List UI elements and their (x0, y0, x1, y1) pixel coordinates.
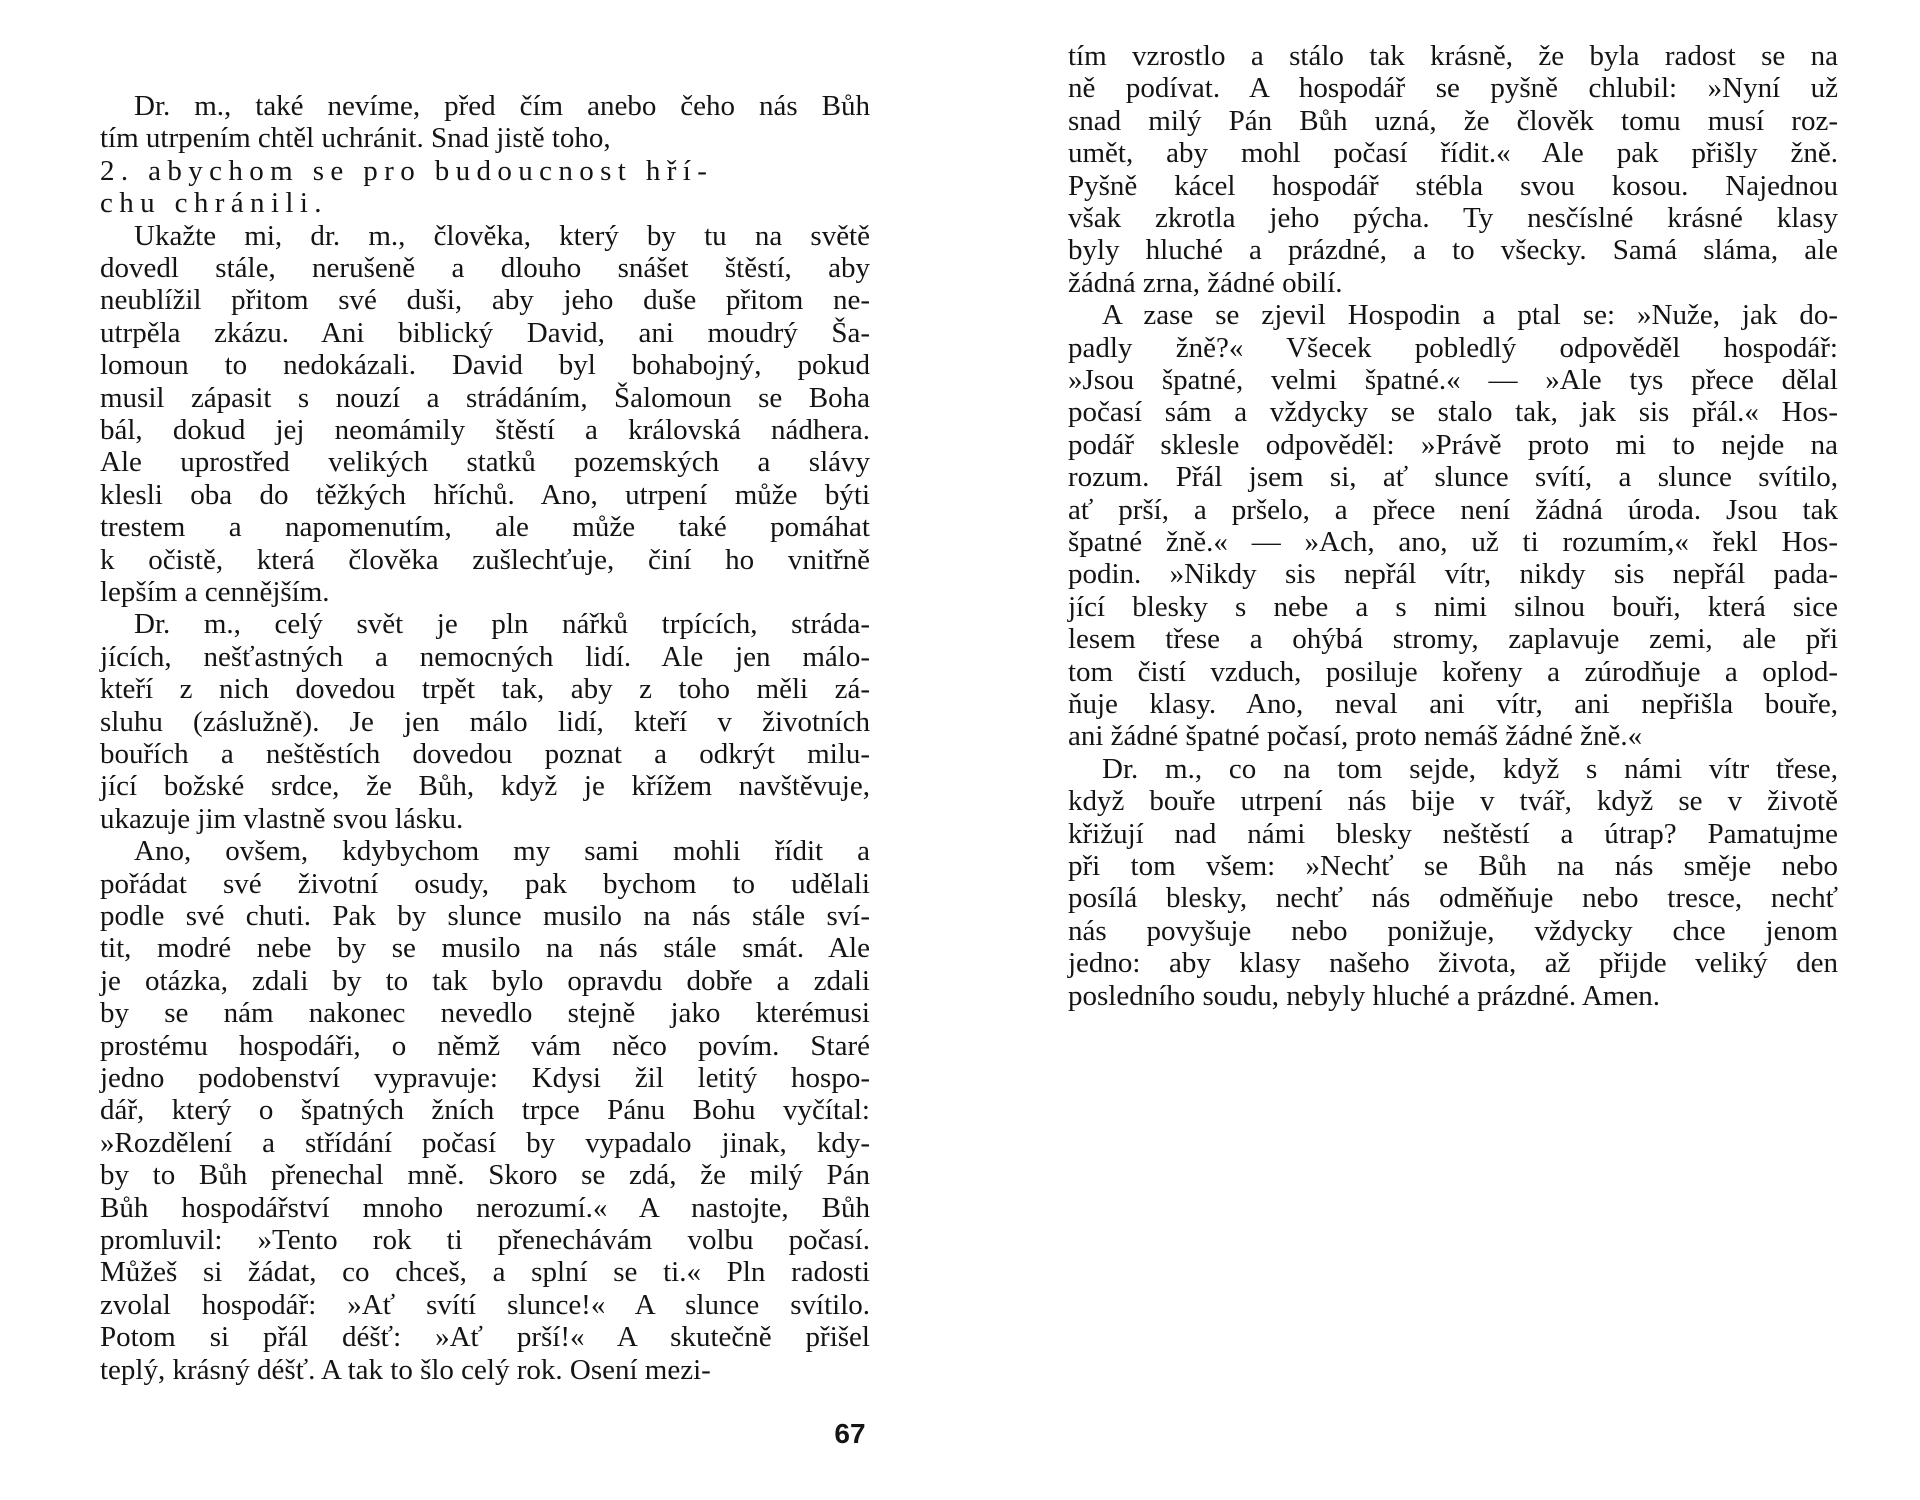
text-line: je otázka, zdali by to tak bylo opravdu dobře a zdali (100, 964, 870, 997)
text-line: tím utrpením chtěl uchránit. Snad jistě toho, (100, 122, 611, 155)
text-line: A zase se zjevil Hospodin a ptal se: »Nuže, jak do- (1102, 299, 1838, 332)
text-line: Dr. m., také nevíme, před čím anebo čeho nás Bůh (134, 90, 870, 122)
text-line: neublížil přitom své duši, aby jeho duše přitom ne- (100, 284, 870, 317)
text-line: jící božské srdce, že Bůh, když je křížem navštěvuje, (100, 770, 870, 803)
text-line: promluvil: »Tento rok ti přenechávám volbu počasí. (100, 1224, 870, 1256)
text-line: podář sklesle odpověděl: »Právě proto mi to nejde na (1068, 428, 1838, 461)
text-line: tom čistí vzduch, posiluje kořeny a zúrodňuje a oplod- (1068, 655, 1838, 688)
text-line: rozum. Přál jsem si, ať slunce svítí, a slunce svítilo, (1068, 461, 1838, 494)
text-line: Ukažte mi, dr. m., člověka, který by tu na světě (134, 219, 870, 252)
text-line: Potom si přál déšť: »Ať prší!« A skutečně přišel (100, 1321, 870, 1354)
text-line: byly hluché a prázdné, a to všecky. Samá sláma, ale (1068, 234, 1838, 267)
text-line: jedno podobenství vypravuje: Kdysi žil letitý hospo- (100, 1062, 870, 1094)
text-line: bouřích a neštěstích dovedou poznat a odkrýt milu- (100, 738, 870, 770)
text-line: bál, dokud jej neomámily štěstí a královská nádhera. (100, 414, 870, 446)
text-line: Bůh hospodářství mnoho nerozumí.« A nastojte, Bůh (100, 1191, 870, 1224)
text-line: podin. »Nikdy sis nepřál vítr, nikdy sis nepřál pada- (1068, 558, 1838, 591)
text-line: když bouře utrpení nás bije v tvář, když se v životě (1068, 785, 1838, 818)
text-line: klesli oba do těžkých hříchů. Ano, utrpení může býti (100, 478, 870, 511)
text-line: lomoun to nedokázali. David byl bohabojný, pokud (100, 349, 870, 382)
text-line: jící blesky s nebe a s nimi silnou bouři, která sice (1068, 590, 1838, 623)
text-line: Pyšně kácel hospodář stébla svou kosou. Najednou (1068, 169, 1838, 202)
text-line: posílá blesky, nechť nás odměňuje nebo tresce, nechť (1068, 882, 1838, 915)
text-line: musil zápasit s nouzí a strádáním, Šalomoun se Boha (100, 381, 870, 414)
text-line: při tom všem: »Nechť se Bůh na nás směje nebo (1068, 850, 1838, 882)
text-line: nás povyšuje nebo ponižuje, vždycky chce jenom (1068, 914, 1838, 947)
text-line: Dr. m., celý svět je pln nářků trpících, stráda- (134, 608, 870, 641)
text-line: ať prší, a pršelo, a přece není žádná úroda. Jsou tak (1068, 493, 1838, 526)
text-line: »Rozdělení a střídání počasí by vypadalo jinak, kdy- (100, 1126, 870, 1159)
text-line: tím vzrostlo a stálo tak krásně, že byla radost se na (1068, 40, 1838, 72)
text-line: Ano, ovšem, kdybychom my sami mohli řídit a (134, 835, 870, 868)
text-line: prostému hospodáři, o němž vám něco povím. Staré (100, 1029, 870, 1062)
text-line: jících, nešťastných a nemocných lidí. Ale jen málo- (100, 640, 870, 673)
text-line: snad milý Pán Bůh uzná, že člověk tomu musí roz- (1068, 104, 1838, 137)
text-line: dovedl stále, nerušeně a dlouho snášet štěstí, aby (100, 252, 870, 284)
text-line: Můžeš si žádat, co chceš, a splní se ti.« Pln radosti (100, 1256, 870, 1289)
text-line: pořádat své životní osudy, pak bychom to udělali (100, 867, 870, 900)
text-line: k očistě, která člověka zušlechťuje, činí ho vnitřně (100, 543, 870, 576)
text-line: ňuje klasy. Ano, neval ani vítr, ani nepřišla bouře, (1068, 688, 1838, 720)
text-line: žádná zrna, žádné obilí. (1068, 266, 1343, 299)
text-line: trestem a napomenutím, ale může také pomáhat (100, 511, 870, 544)
text-line: Ale uprostřed velikých statků pozemských a slávy (100, 446, 870, 479)
text-line: jedno: aby klasy našeho života, až přijde veliký den (1068, 947, 1838, 980)
text-line: podle své chuti. Pak by slunce musilo na nás stále sví- (100, 900, 870, 932)
text-line: kteří z nich dovedou trpět tak, aby z toho měli zá- (100, 673, 870, 706)
text-line: tit, modré nebe by se musilo na nás stále smát. Ale (100, 932, 870, 965)
text-line: ani žádné špatné počasí, proto nemáš žádné žně.« (1068, 720, 1643, 753)
text-line: chu chránili. (100, 187, 328, 220)
text-line: by to Bůh přenechal mně. Skoro se zdá, že milý Pán (100, 1159, 870, 1192)
text-line: umět, aby mohl počasí řídit.« Ale pak přišly žně. (1068, 137, 1838, 170)
text-line: však zkrotla jeho pýcha. Ty nesčíslné krásné klasy (1068, 202, 1838, 234)
text-line: křižují nad námi blesky neštěstí a útrap? Pamatujme (1068, 817, 1838, 850)
text-line: počasí sám a vždycky se stalo tak, jak sis přál.« Hos- (1068, 396, 1838, 429)
text-line: posledního soudu, nebyly hluché a prázdné. Amen. (1068, 979, 1660, 1012)
text-line: padly žně?« Všecek pobledlý odpověděl hospodář: (1068, 331, 1838, 364)
text-line: 2. abychom se pro budoucnost hří- (100, 154, 714, 187)
text-line: teplý, krásný déšť. A tak to šlo celý rok. Osení mezi- (100, 1353, 711, 1386)
text-line: sluhu (záslužně). Je jen málo lidí, kteří v životních (100, 705, 870, 738)
text-line: ukazuje jim vlastně svou lásku. (100, 802, 464, 835)
page-number: 67 (834, 1418, 866, 1449)
text-line: zvolal hospodář: »Ať svítí slunce!« A slunce svítilo. (100, 1288, 870, 1321)
text-line: dář, který o špatných žních trpce Pánu Bohu vyčítal: (100, 1094, 870, 1127)
text-line: Dr. m., co na tom sejde, když s námi vítr třese, (1102, 752, 1838, 785)
text-line: lepším a cennějším. (100, 576, 330, 608)
text-line: lesem třese a ohýbá stromy, zaplavuje zemi, ale při (1068, 623, 1838, 656)
text-line: utrpěla zkázu. Ani biblický David, ani moudrý Ša- (100, 316, 870, 349)
text-line: by se nám nakonec nevedlo stejně jako kterémusi (100, 997, 870, 1030)
text-line: ně podívat. A hospodář se pyšně chlubil: »Nyní už (1068, 72, 1838, 105)
text-line: »Jsou špatné, velmi špatné.« — »Ale tys přece dělal (1068, 364, 1838, 396)
text-line: špatné žně.« — »Ach, ano, už ti rozumím,« řekl Hos- (1068, 526, 1838, 558)
